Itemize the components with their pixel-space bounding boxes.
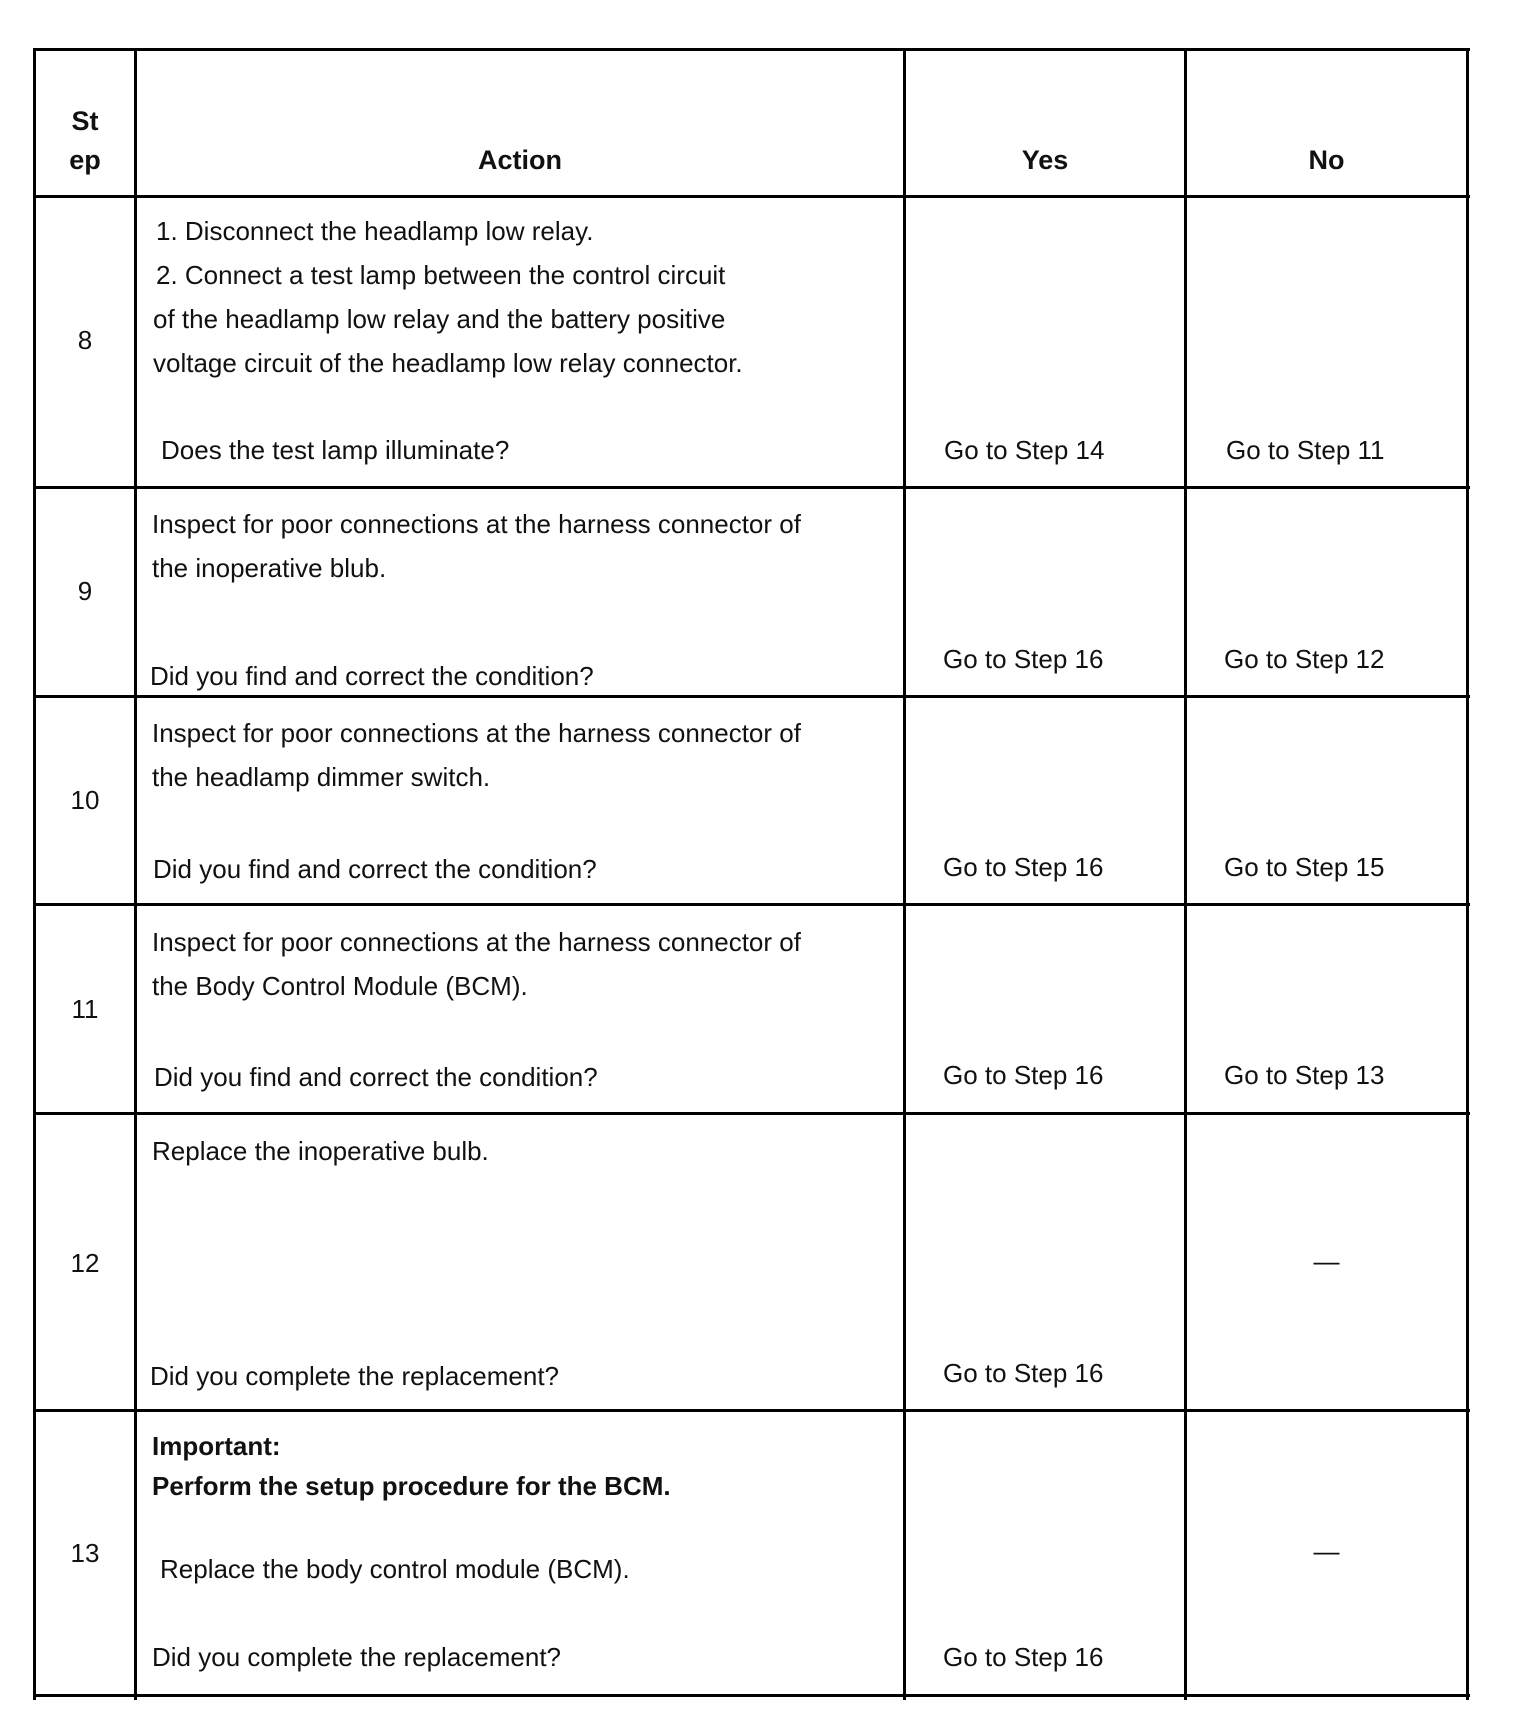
action-header: Action: [478, 145, 562, 175]
action-line: Replace the inoperative bulb.: [152, 1136, 489, 1166]
important-note: Perform the setup procedure for the BCM.: [152, 1471, 671, 1501]
action-line: Inspect for poor connections at the harness connector of: [152, 509, 801, 539]
action-line: Inspect for poor connections at the harness connector of: [152, 718, 801, 748]
row-divider: [33, 695, 1470, 698]
step-number: 10: [70, 785, 100, 815]
no-result: Go to Step 13: [1224, 1060, 1385, 1090]
yes-result: Go to Step 16: [943, 1358, 1104, 1388]
row-divider: [33, 486, 1470, 489]
column-divider: [1184, 48, 1187, 1700]
table-border-top: [33, 48, 1470, 51]
step-header-line2: ep: [69, 145, 101, 175]
yes-result: Go to Step 14: [944, 435, 1105, 465]
action-line: of the headlamp low relay and the battery positive: [153, 304, 726, 334]
no-result: —: [1313, 1246, 1340, 1276]
action-line: 2. Connect a test lamp between the control circuit: [156, 260, 726, 290]
action-question: Did you find and correct the condition?: [153, 854, 597, 884]
action-line: Inspect for poor connections at the harness connector of: [152, 927, 801, 957]
important-label: Important:: [152, 1431, 281, 1461]
row-divider: [33, 1112, 1470, 1115]
action-line: voltage circuit of the headlamp low relay connector.: [153, 348, 743, 378]
column-divider: [134, 48, 137, 1700]
yes-header: Yes: [1021, 145, 1069, 175]
table-border-bottom: [33, 1694, 1470, 1697]
step-number: 13: [70, 1538, 100, 1568]
row-divider: [33, 1409, 1470, 1412]
action-line: 1. Disconnect the headlamp low relay.: [156, 216, 594, 246]
table-border-left: [33, 48, 36, 1700]
step-number: 9: [77, 576, 93, 606]
diagnostic-table: [33, 48, 1470, 1700]
yes-result: Go to Step 16: [943, 1060, 1104, 1090]
yes-result: Go to Step 16: [943, 852, 1104, 882]
no-result: Go to Step 15: [1224, 852, 1385, 882]
step-number: 11: [71, 994, 99, 1024]
no-result: Go to Step 11: [1226, 435, 1385, 465]
action-line: the Body Control Module (BCM).: [152, 971, 528, 1001]
step-header-line1: St: [71, 106, 99, 136]
action-question: Did you find and correct the condition?: [154, 1062, 598, 1092]
action-question: Did you complete the replacement?: [150, 1361, 560, 1391]
action-line: the inoperative blub.: [152, 553, 387, 583]
action-question: Did you complete the replacement?: [152, 1642, 562, 1672]
step-number: 8: [77, 325, 93, 355]
yes-result: Go to Step 16: [943, 644, 1104, 674]
row-divider: [33, 195, 1470, 198]
row-divider: [33, 903, 1470, 906]
action-line: Replace the body control module (BCM).: [160, 1554, 630, 1584]
no-result: —: [1313, 1536, 1340, 1566]
no-result: Go to Step 12: [1224, 644, 1385, 674]
no-header: No: [1308, 145, 1345, 175]
table-border-right: [1466, 48, 1469, 1700]
action-question: Does the test lamp illuminate?: [161, 435, 510, 465]
column-divider: [903, 48, 906, 1700]
step-number: 12: [70, 1248, 100, 1278]
action-question: Did you find and correct the condition?: [150, 661, 594, 691]
yes-result: Go to Step 16: [943, 1642, 1104, 1672]
action-line: the headlamp dimmer switch.: [152, 762, 491, 792]
